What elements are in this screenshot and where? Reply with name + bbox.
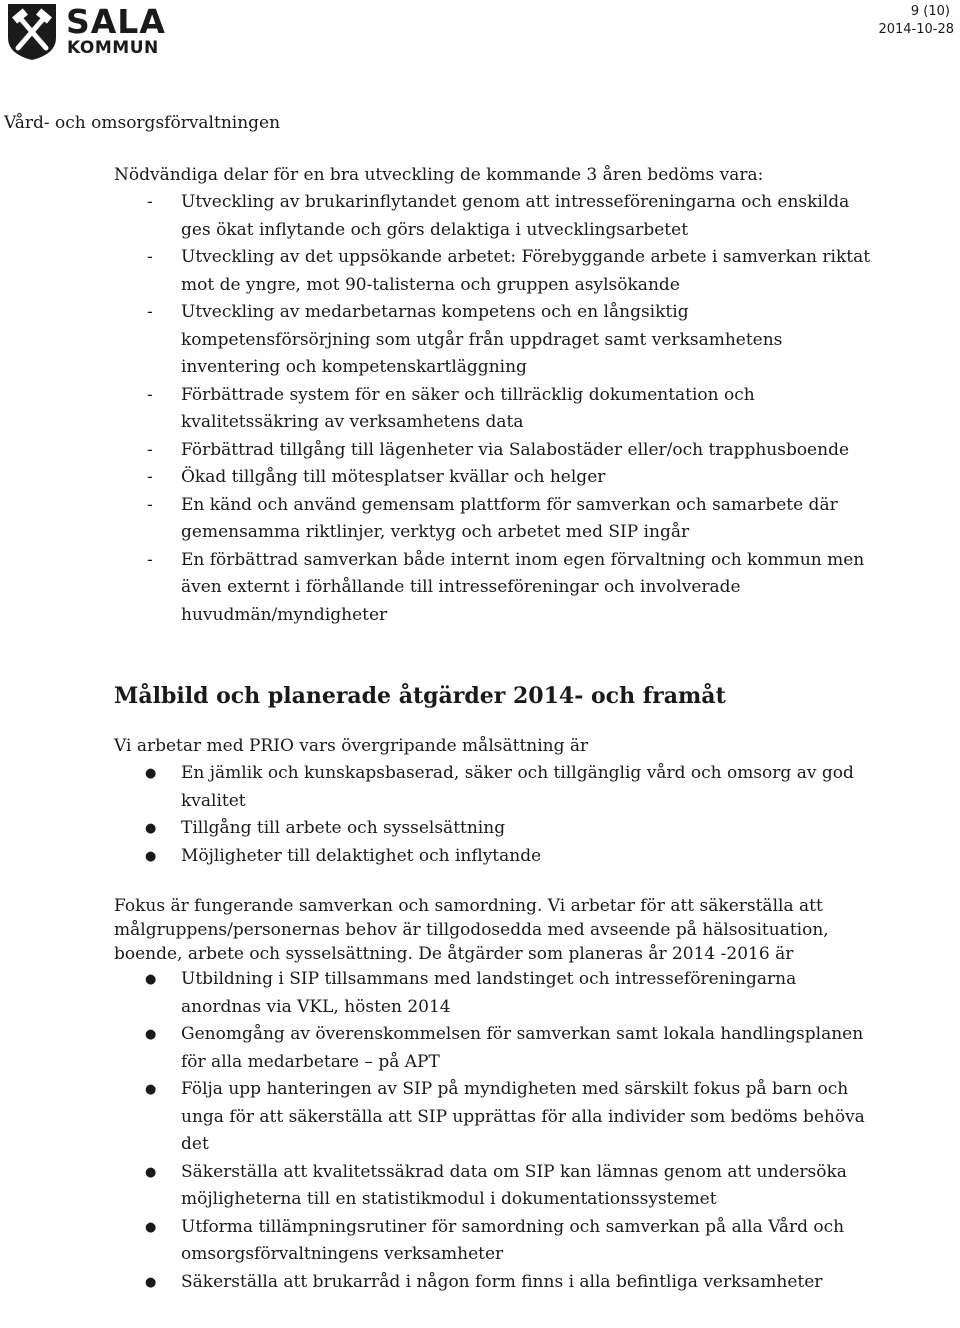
needs-list: [114, 189, 874, 629]
list-item: - Utveckling av medarbetarnas kompetens och en långsiktig kompetensförsörjning som utgår från uppdraget samt verksamhetens inventering och kompetenskartläggning: [114, 299, 874, 382]
section-heading: Målbild och planerade åtgärder 2014- och framåt: [114, 683, 726, 709]
list-item: ● Möjligheter till delaktighet och inflytande: [114, 843, 874, 871]
list-item: ● Följa upp hanteringen av SIP på myndigheten med särskilt fokus på barn och unga för att säkerställa att SIP upprättas för alla individer som bedöms behöva det: [114, 1076, 874, 1159]
list-item: ● Genomgång av överenskommelsen för samverkan samt lokala handlingsplanen för alla medarbetare – på APT: [114, 1021, 874, 1076]
list-item: ● Säkerställa att kvalitetssäkrad data om SIP kan lämnas genom att undersöka möjligheterna till en statistikmodul i dokumentationssystemet: [114, 1159, 874, 1214]
list-item: - Förbättrad tillgång till lägenheter via Salabostäder eller/och trapphusboende: [114, 437, 874, 465]
list-item: - Ökad tillgång till mötesplatser kvällar och helger: [114, 464, 874, 492]
logo: [4, 2, 164, 64]
list-item: - En känd och använd gemensam plattform för samverkan och samarbete där gemensamma riktlinjer, verktyg och arbetet med SIP ingår: [114, 492, 874, 547]
list-item: - Utveckling av brukarinflytandet genom att intresseföreningarna och enskilda ges ökat inflytande och görs delaktiga i utvecklingsarbetet: [114, 189, 874, 244]
list-item: - Förbättrade system för en säker och tillräcklig dokumentation och kvalitetssäkring av verksamhetens data: [114, 382, 874, 437]
list-item: - Utveckling av det uppsökande arbetet: Förebyggande arbete i samverkan riktat mot de yngre, mot 90-talisterna och gruppen asylsökande: [114, 244, 874, 299]
list-item: - En förbättrad samverkan både internt inom egen förvaltning och kommun men även externt i förhållande till intresseföreningar och involverade huvudmän/myndigheter: [114, 547, 874, 630]
focus-paragraph: Fokus är fungerande samverkan och samordning. Vi arbetar för att säkerställa att målgruppens/personernas behov är tillgodosedda med avseende på hälsosituation, boende, arbete och sysselsättning. De åtgärder som planeras år 2014 -2016 är: [114, 896, 829, 964]
document-date: 2014-10-28: [878, 22, 954, 37]
list-item: ● Tillgång till arbete och sysselsättning: [114, 815, 874, 843]
list-item: ● En jämlik och kunskapsbaserad, säker och tillgänglig vård och omsorg av god kvalitet: [114, 760, 874, 815]
list-item: ● Utbildning i SIP tillsammans med landstinget och intresseföreningarna anordnas via VKL, hösten 2014: [114, 966, 874, 1021]
list-item: ● Utforma tillämpningsrutiner för samordning och samverkan på alla Vård och omsorgsförvaltningens verksamheter: [114, 1214, 874, 1269]
sala-emblem-icon: [4, 2, 60, 62]
document-body: [114, 162, 874, 1296]
section1-intro: Nödvändiga delar för en bra utveckling de kommande 3 åren bedöms vara:: [114, 165, 764, 185]
actions-list: [114, 966, 874, 1296]
list-item: ● Säkerställa att brukarråd i någon form finns i alla befintliga verksamheter: [114, 1269, 874, 1297]
logo-text-sala: SALA: [66, 2, 166, 41]
logo-text-kommun: KOMMUN: [67, 38, 159, 58]
section2-intro: Vi arbetar med PRIO vars övergripande målsättning är: [114, 736, 589, 756]
department-name: Vård- och omsorgsförvaltningen: [4, 113, 281, 133]
goals-list: [114, 760, 874, 870]
page-number: 9 (10): [910, 4, 950, 19]
